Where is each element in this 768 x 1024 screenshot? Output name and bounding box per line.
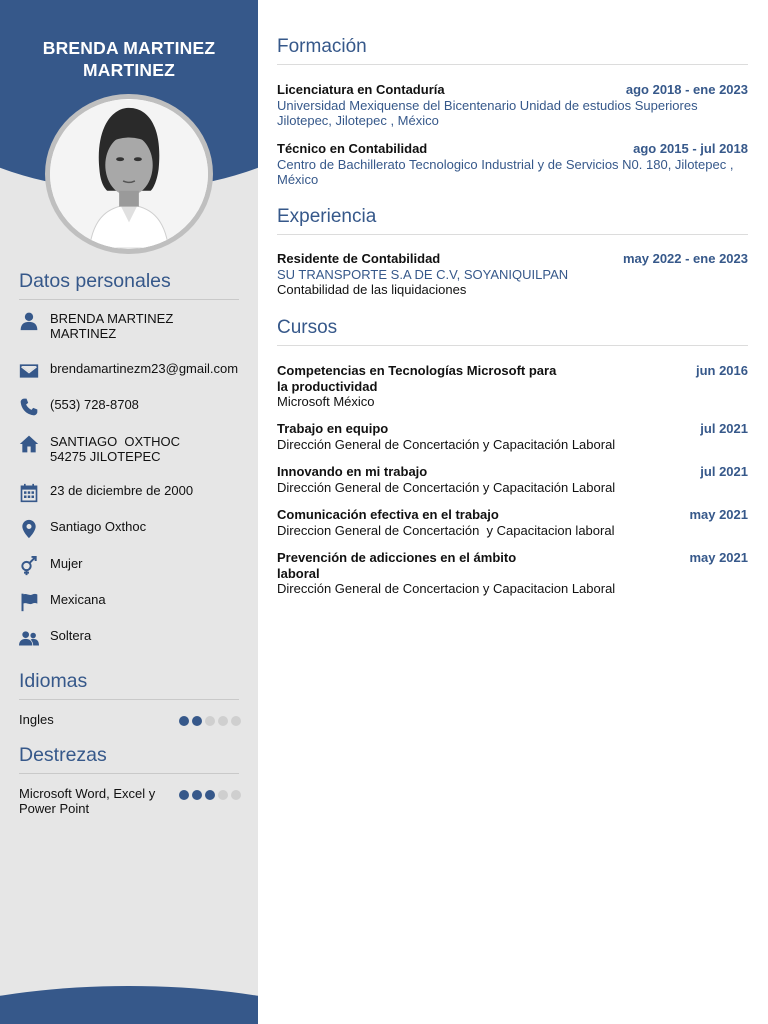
address-line-1: SANTIAGO OXTHOC <box>50 434 181 449</box>
divider <box>19 773 239 774</box>
course-date: jun 2016 <box>695 363 748 378</box>
location-pin-icon <box>16 519 42 539</box>
course-entry <box>277 363 748 410</box>
skill-level-dots <box>179 790 241 800</box>
course-entry <box>277 464 748 495</box>
personal-name: BRENDA MARTINEZ MARTINEZ <box>50 311 174 341</box>
course-title: Prevención de adicciones en el ámbito laboral <box>277 550 517 581</box>
experience-title: Residente de Contabilidad <box>277 251 441 266</box>
level-dot-empty <box>205 716 215 726</box>
course-org: Dirección General de Concertación y Capacitación Laboral <box>277 479 616 495</box>
course-title: Trabajo en equipo <box>277 421 389 436</box>
skill-item <box>19 786 241 816</box>
personal-email[interactable]: brendamartinezm23@gmail.com <box>50 361 239 376</box>
gender-icon <box>16 556 42 576</box>
course-date: jul 2021 <box>700 464 748 479</box>
course-title: Comunicación efectiva en el trabajo <box>277 507 499 522</box>
divider <box>277 64 748 65</box>
section-title-personal: Datos personales <box>19 270 171 292</box>
divider <box>277 345 748 346</box>
personal-nationality: Mexicana <box>50 592 106 607</box>
personal-email-row <box>16 361 246 381</box>
personal-gender: Mujer <box>50 556 83 571</box>
personal-birthplace-row <box>16 519 246 539</box>
personal-name-row <box>16 311 246 341</box>
course-entry <box>277 550 748 597</box>
course-org: Dirección General de Concertación y Capacitación Laboral <box>277 436 616 452</box>
experience-description: Contabilidad de las liquidaciones <box>277 282 467 297</box>
personal-nationality-row <box>16 592 246 612</box>
personal-address <box>50 434 180 464</box>
course-date: jul 2021 <box>700 421 748 436</box>
profile-photo <box>45 94 213 254</box>
education-date: ago 2018 - ene 2023 <box>625 82 748 97</box>
section-title-languages: Idiomas <box>19 670 88 692</box>
section-title-education: Formación <box>277 36 367 57</box>
course-date: may 2021 <box>689 550 748 565</box>
candidate-name: BRENDA MARTINEZ MARTINEZ <box>42 38 216 80</box>
education-title: Técnico en Contabilidad <box>277 141 428 156</box>
personal-phone-row <box>16 397 246 417</box>
level-dot-filled <box>205 790 215 800</box>
course-org: Microsoft México <box>277 394 375 409</box>
course-org: Dirección General de Concertacion y Capacitacion Laboral <box>277 581 616 596</box>
level-dot-filled <box>192 790 202 800</box>
language-level-dots <box>179 716 241 726</box>
education-date: ago 2015 - jul 2018 <box>633 141 748 156</box>
section-title-experience: Experiencia <box>277 206 377 227</box>
education-entry <box>277 82 748 129</box>
section-title-skills: Destrezas <box>19 744 107 766</box>
education-place: Universidad Mexiquense del Bicentenario Unidad de estudios Superiores Jilotepec, Jilotepec , México <box>277 97 698 128</box>
language-item <box>19 712 241 727</box>
level-dot-filled <box>192 716 202 726</box>
level-dot-filled <box>179 790 189 800</box>
divider <box>277 234 748 235</box>
personal-birthdate: 23 de diciembre de 2000 <box>50 483 194 498</box>
personal-marital-row <box>16 628 246 648</box>
people-icon <box>16 628 42 648</box>
sidebar-footer-shape <box>0 986 258 1024</box>
personal-marital-status: Soltera <box>50 628 92 643</box>
personal-address-row <box>16 434 246 464</box>
person-icon <box>16 311 42 331</box>
education-entry <box>277 141 748 188</box>
personal-birthplace: Santiago Oxthoc <box>50 519 147 534</box>
divider <box>19 699 239 700</box>
personal-birthdate-row <box>16 483 246 503</box>
phone-icon <box>16 397 42 417</box>
level-dot-empty <box>231 790 241 800</box>
divider <box>19 299 239 300</box>
course-entry <box>277 507 748 538</box>
level-dot-empty <box>231 716 241 726</box>
education-title: Licenciatura en Contaduría <box>277 82 445 97</box>
experience-company: SU TRANSPORTE S.A DE C.V, SOYANIQUILPAN <box>277 266 569 282</box>
personal-gender-row <box>16 556 246 576</box>
education-place: Centro de Bachillerato Tecnologico Industrial y de Servicios N0. 180, Jilotepec , México <box>277 156 734 187</box>
envelope-icon <box>16 361 42 381</box>
flag-icon <box>16 592 42 612</box>
course-org: Direccion General de Concertación y Capacitacion laboral <box>277 522 615 538</box>
home-icon <box>16 434 42 454</box>
skill-name: Microsoft Word, Excel y Power Point <box>19 786 156 816</box>
course-date: may 2021 <box>689 507 748 522</box>
calendar-icon <box>16 483 42 503</box>
section-title-courses: Cursos <box>277 317 338 338</box>
course-title: Innovando en mi trabajo <box>277 464 428 479</box>
address-line-2: 54275 JILOTEPEC <box>50 449 161 464</box>
level-dot-filled <box>179 716 189 726</box>
language-name: Ingles <box>19 712 54 727</box>
level-dot-empty <box>218 790 228 800</box>
experience-entry <box>277 251 748 298</box>
course-entry <box>277 421 748 452</box>
personal-phone: (553) 728-8708 <box>50 397 139 412</box>
sidebar <box>0 0 258 1024</box>
course-title: Competencias en Tecnologías Microsoft para la productividad <box>277 363 557 394</box>
profile-photo-image <box>50 99 208 249</box>
experience-date: may 2022 - ene 2023 <box>622 251 748 266</box>
level-dot-empty <box>218 716 228 726</box>
